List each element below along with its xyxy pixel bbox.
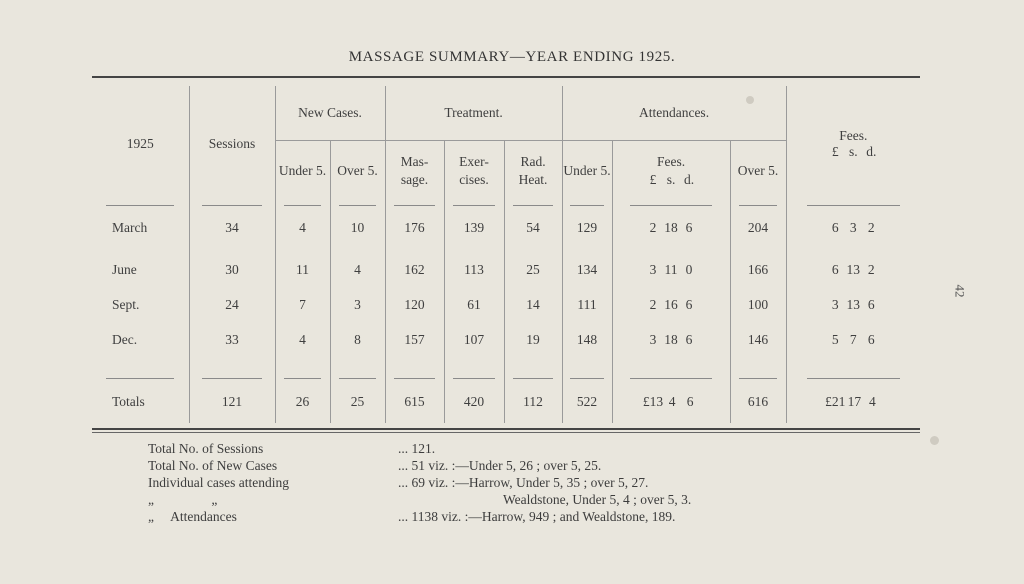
cell-exercises: 420 xyxy=(444,381,504,423)
cell-fees xyxy=(786,252,920,287)
cell-exercises: 107 xyxy=(444,322,504,357)
header-att-over5: Over 5. xyxy=(730,140,786,202)
top-rule xyxy=(92,76,920,78)
header-attendances: Attendances. xyxy=(562,86,786,140)
cell-massage: 162 xyxy=(385,252,444,287)
lsd-pounds: £ xyxy=(649,172,657,188)
cell-att-fees xyxy=(612,381,730,423)
cell-rad-heat: 14 xyxy=(504,287,562,322)
fee-shillings: 13 xyxy=(846,261,861,277)
note-label: Total No. of Sessions xyxy=(148,441,264,456)
header-year: 1925 xyxy=(126,136,154,151)
cell-nc-under5: 4 xyxy=(275,208,330,252)
cell-att-fees xyxy=(612,322,730,357)
fee-pence: 0 xyxy=(685,261,693,277)
cell-exercises: 113 xyxy=(444,252,504,287)
cell-rad-heat: 19 xyxy=(504,322,562,357)
note-line xyxy=(148,440,691,457)
note-label: „ Attendances xyxy=(148,509,237,524)
cell-fees xyxy=(786,381,920,423)
note-line xyxy=(148,491,691,508)
header-att-fees-label: Fees. xyxy=(656,154,686,170)
cell-att-under5: 111 xyxy=(562,287,612,322)
fee-pounds: 2 xyxy=(649,296,657,312)
cell-month: Dec. xyxy=(112,331,138,347)
fee-pence: 6 xyxy=(685,220,693,235)
massage-summary-table xyxy=(92,86,920,423)
cell-sessions: 121 xyxy=(189,381,275,423)
table-row xyxy=(92,322,920,357)
cell-att-over5: 204 xyxy=(730,208,786,252)
note-line xyxy=(148,474,691,491)
fee-pence: 6 xyxy=(685,296,693,312)
cell-nc-over5: 10 xyxy=(330,208,385,252)
cell-sessions: 34 xyxy=(189,208,275,252)
cell-nc-over5: 8 xyxy=(330,322,385,357)
header-fees-lsd xyxy=(787,144,921,160)
fee-pence: 2 xyxy=(867,261,875,277)
fee-shillings: 17 xyxy=(847,394,862,409)
cell-nc-over5: 25 xyxy=(330,381,385,423)
note-line xyxy=(148,508,691,525)
header-exercises: Exer- cises. xyxy=(444,140,504,202)
cell-sessions: 24 xyxy=(189,287,275,322)
cell-month: Sept. xyxy=(112,296,140,312)
fee-pounds: 2 xyxy=(649,220,657,235)
fee-pence: 6 xyxy=(867,331,875,347)
cell-nc-under5: 11 xyxy=(275,252,330,287)
header-att-under5: Under 5. xyxy=(562,140,612,202)
cell-att-fees xyxy=(612,287,730,322)
cell-att-under5: 134 xyxy=(562,252,612,287)
note-label: Total No. of New Cases xyxy=(148,458,278,473)
note-value: ... 69 viz. :—Harrow, Under 5, 35 ; over 5, 27. xyxy=(398,475,649,490)
table-row xyxy=(92,252,920,287)
header-new-cases: New Cases. xyxy=(275,86,385,140)
fee-pounds: 5 xyxy=(831,331,839,347)
cell-massage: 615 xyxy=(385,381,444,423)
fee-pence: 2 xyxy=(867,220,875,235)
paper-smudge xyxy=(930,436,939,445)
cell-fees xyxy=(786,287,920,322)
cell-att-over5: 100 xyxy=(730,287,786,322)
fee-shillings: 16 xyxy=(664,296,678,312)
cell-fees xyxy=(786,322,920,357)
lsd-pence: d. xyxy=(683,172,695,188)
cell-att-over5: 616 xyxy=(730,381,786,423)
table-row xyxy=(92,208,920,252)
cell-nc-over5: 4 xyxy=(330,252,385,287)
header-sessions: Sessions xyxy=(189,86,275,202)
bottom-rule-thin xyxy=(92,432,920,433)
cell-sessions: 33 xyxy=(189,322,275,357)
cell-nc-under5: 4 xyxy=(275,322,330,357)
totals-row xyxy=(92,381,920,423)
totals-label: Totals xyxy=(112,394,145,409)
cell-rad-heat: 25 xyxy=(504,252,562,287)
header-new-over5: Over 5. xyxy=(330,140,385,202)
fee-pounds: 3 xyxy=(831,296,839,312)
cell-rad-heat: 54 xyxy=(504,208,562,252)
fee-pence: 4 xyxy=(869,394,876,409)
fee-pence: 6 xyxy=(867,296,875,312)
lsd-shillings: s. xyxy=(666,172,676,188)
cell-nc-under5: 7 xyxy=(275,287,330,322)
cell-exercises: 61 xyxy=(444,287,504,322)
note-label: Individual cases attending xyxy=(148,475,289,490)
fee-pounds: £13 xyxy=(642,394,664,409)
fee-pence: 6 xyxy=(686,394,694,409)
cell-rad-heat: 112 xyxy=(504,381,562,423)
cell-att-under5: 129 xyxy=(562,208,612,252)
cell-massage: 120 xyxy=(385,287,444,322)
bottom-rule xyxy=(92,428,920,430)
header-new-under5: Under 5. xyxy=(275,140,330,202)
cell-nc-over5: 3 xyxy=(330,287,385,322)
header-fees xyxy=(786,86,920,202)
cell-att-fees xyxy=(612,208,730,252)
header-fees-label: Fees. xyxy=(839,128,868,143)
fee-shillings: 13 xyxy=(846,296,861,312)
note-value: ... 51 viz. :—Under 5, 26 ; over 5, 25. xyxy=(398,458,602,473)
fee-pounds: 3 xyxy=(649,261,657,277)
note-value: ... 121. xyxy=(398,441,436,456)
fee-shillings: 11 xyxy=(664,261,678,277)
cell-massage: 157 xyxy=(385,322,444,357)
header-att-fees-lsd xyxy=(613,171,730,189)
lsd-shillings: s. xyxy=(848,144,858,159)
cell-att-under5: 522 xyxy=(562,381,612,423)
cell-att-over5: 166 xyxy=(730,252,786,287)
header-massage: Mas- sage. xyxy=(385,140,444,202)
cell-massage: 176 xyxy=(385,208,444,252)
cell-sessions: 30 xyxy=(189,252,275,287)
page-number: 42 xyxy=(952,284,968,298)
page-title: MASSAGE SUMMARY—YEAR ENDING 1925. xyxy=(348,49,676,65)
fee-pounds: 6 xyxy=(831,220,839,235)
summary-notes xyxy=(148,440,691,525)
totals-spacer xyxy=(92,357,920,375)
fee-pence: 6 xyxy=(685,331,693,347)
fee-pounds: £21 xyxy=(825,394,846,409)
fee-shillings: 18 xyxy=(664,331,678,347)
header-treatment: Treatment. xyxy=(385,86,562,140)
fee-shillings: 3 xyxy=(849,220,857,235)
table-row xyxy=(92,287,920,322)
cell-att-fees xyxy=(612,252,730,287)
header-rad-heat: Rad. Heat. xyxy=(504,140,562,202)
note-value: Wealdstone, Under 5, 4 ; over 5, 3. xyxy=(503,492,692,507)
cell-exercises: 139 xyxy=(444,208,504,252)
fee-pounds: 3 xyxy=(649,331,657,347)
lsd-pence: d. xyxy=(866,144,877,159)
cell-month: March xyxy=(112,220,148,235)
note-line xyxy=(148,457,691,474)
fee-shillings: 4 xyxy=(668,394,676,409)
cell-fees xyxy=(786,208,920,252)
cell-att-over5: 146 xyxy=(730,322,786,357)
lsd-pounds: £ xyxy=(831,144,839,159)
note-label: „ „ xyxy=(148,492,218,507)
header-att-fees xyxy=(612,140,730,202)
cell-nc-under5: 26 xyxy=(275,381,330,423)
cell-month: June xyxy=(112,261,137,277)
cell-att-under5: 148 xyxy=(562,322,612,357)
note-value: ... 1138 viz. :—Harrow, 949 ; and Wealdstone, 189. xyxy=(398,509,676,524)
fee-shillings: 7 xyxy=(849,331,857,347)
fee-shillings: 18 xyxy=(664,220,678,235)
fee-pounds: 6 xyxy=(831,261,839,277)
